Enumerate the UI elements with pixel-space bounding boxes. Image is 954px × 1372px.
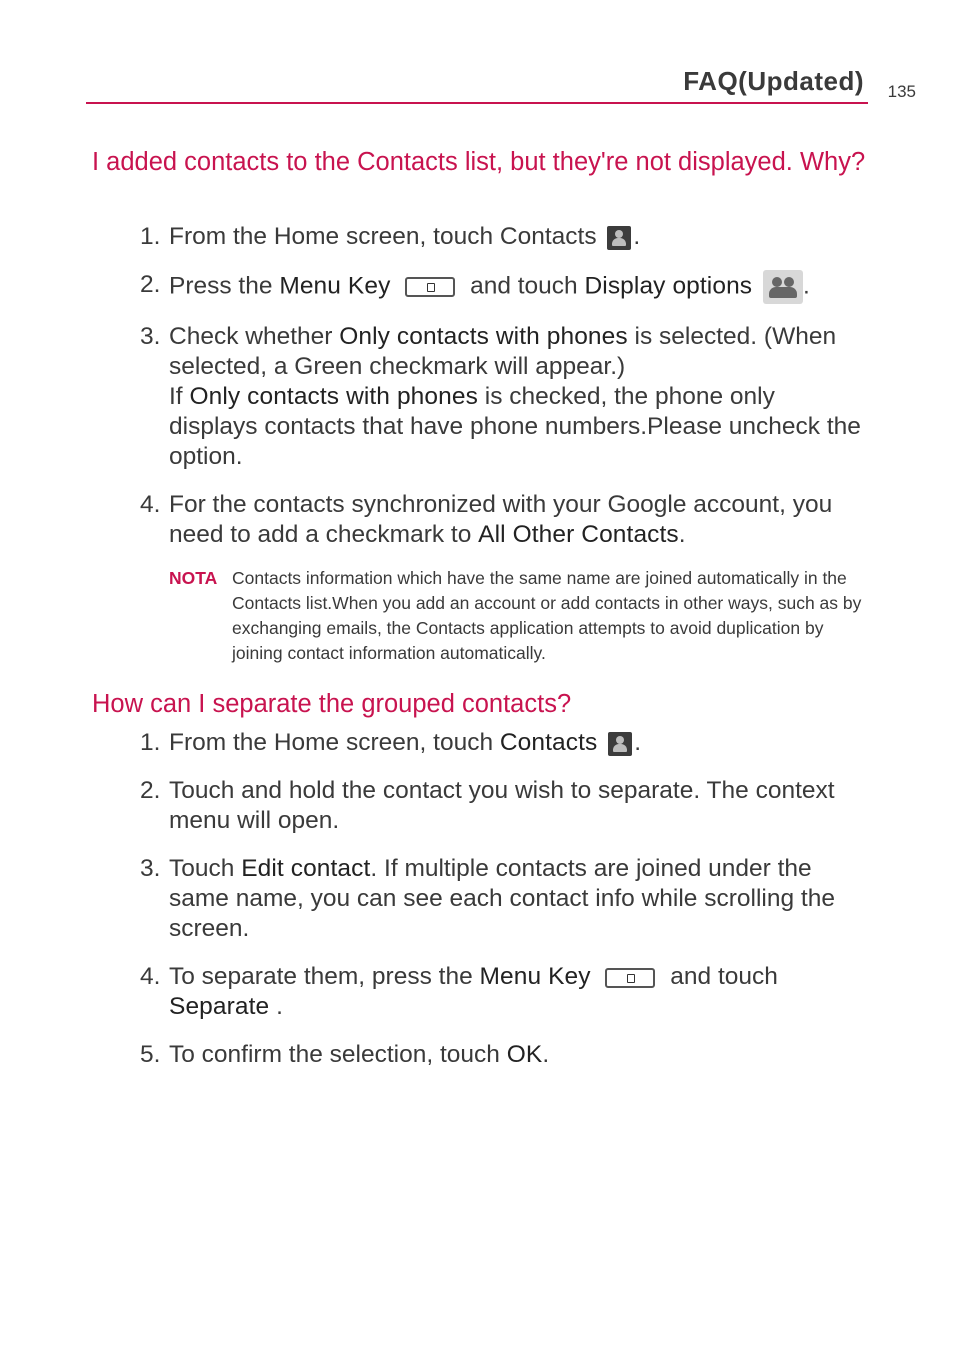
step-number: 5. xyxy=(140,1041,161,1068)
step-text: . xyxy=(633,223,641,250)
step-number: 4. xyxy=(140,491,161,518)
section2-heading: How can I separate the grouped contacts? xyxy=(92,690,572,718)
list-item xyxy=(140,222,870,252)
list-item xyxy=(140,962,870,1022)
step-number: 2. xyxy=(140,271,161,298)
list-item xyxy=(140,854,870,944)
step-text: Touch and hold the contact you wish to separate. The context menu will open. xyxy=(169,777,835,834)
all-other-contacts-label: All Other Contacts xyxy=(478,521,679,548)
step-text: Press the xyxy=(169,272,273,300)
step-text: and touch xyxy=(670,963,778,990)
section1-heading: I added contacts to the Contacts list, but they're not displayed. Why? xyxy=(92,148,866,176)
step-text: To confirm the selection, touch xyxy=(169,1041,500,1068)
display-options-label: Display options xyxy=(584,272,753,300)
separate-label: Separate xyxy=(169,993,270,1020)
step-text: . xyxy=(276,993,283,1020)
step-text: . xyxy=(678,521,686,548)
contacts-label: Contacts xyxy=(499,729,598,756)
step-number: 1. xyxy=(140,729,161,756)
step-text: From the Home screen, touch Contacts xyxy=(169,223,597,250)
note-label: NOTA xyxy=(169,568,218,588)
menu-key-icon xyxy=(405,277,455,297)
step-text: From the Home screen, touch xyxy=(169,729,494,756)
step-text: and touch xyxy=(470,272,578,300)
step-text: To separate them, press the xyxy=(169,963,473,990)
list-item xyxy=(140,776,870,836)
step-text: . If multiple contacts are joined under the same name, you can see each contact info while scrolling the screen. xyxy=(169,855,835,942)
step-number: 2. xyxy=(140,777,161,804)
step-text: is selected. (When selected, a Green checkmark will appear.) xyxy=(169,323,837,380)
step-text: If xyxy=(169,383,183,410)
menu-key-label: Menu Key xyxy=(279,272,391,300)
page-number: 135 xyxy=(887,82,916,101)
menu-key-icon xyxy=(605,968,655,988)
section1-steps xyxy=(140,222,870,568)
list-item xyxy=(140,270,870,304)
step-number: 3. xyxy=(140,323,161,350)
header-title: FAQ(Updated) xyxy=(683,66,864,96)
step-number: 4. xyxy=(140,963,161,990)
step-number: 3. xyxy=(140,855,161,882)
note-text: Contacts information which have the same name are joined automatically in the Contacts list.When you add an account or add contacts in other ways, such as by exchanging emails, the Contacts application attempts to avoid duplication by joining contact information automatically. xyxy=(232,568,862,663)
contacts-icon xyxy=(608,732,632,756)
step-text: . xyxy=(802,272,810,300)
list-item xyxy=(140,1040,870,1070)
ok-label: OK xyxy=(506,1041,543,1068)
step-text: Check whether xyxy=(169,323,333,350)
step-number: 1. xyxy=(140,223,161,250)
contacts-icon xyxy=(607,226,631,250)
menu-key-label: Menu Key xyxy=(479,963,591,990)
list-item xyxy=(140,728,870,758)
list-item xyxy=(140,322,870,472)
header-rule xyxy=(86,102,868,104)
edit-contact-label: Edit contact xyxy=(241,855,371,882)
group-contacts-icon xyxy=(763,270,803,304)
list-item xyxy=(140,490,870,550)
step-text: For the contacts synchronized with your Google account, you need to add a checkmark to xyxy=(169,491,833,548)
only-contacts-with-phones-label: Only contacts with phones xyxy=(339,323,628,350)
step-text: Touch xyxy=(169,855,235,882)
only-contacts-with-phones-label: Only contacts with phones xyxy=(189,383,478,410)
section2-steps xyxy=(140,728,870,1088)
step-text: . xyxy=(634,729,641,756)
step-text: is checked, the phone only displays contacts that have phone numbers.Please uncheck the option. xyxy=(169,383,861,470)
note xyxy=(169,566,869,666)
step-text: . xyxy=(542,1041,550,1068)
